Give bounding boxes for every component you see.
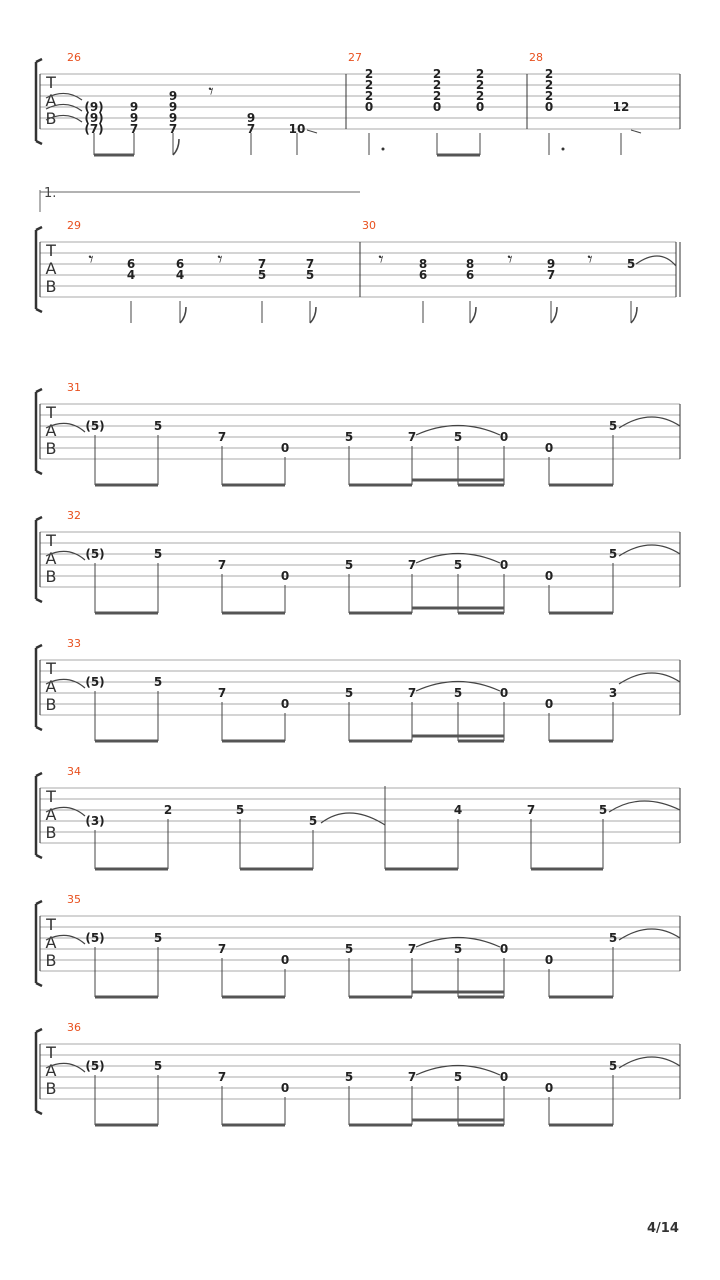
system-bracket <box>36 1029 42 1114</box>
fret-number: 5 <box>344 1070 354 1084</box>
fret-number: 5 <box>608 931 618 945</box>
system-bracket <box>36 773 42 858</box>
tab-clef-letter: B <box>45 567 57 586</box>
fret-number: 4 <box>175 268 185 282</box>
tab-clef-letter: B <box>45 1079 57 1098</box>
measure-number: 27 <box>348 51 362 64</box>
tab-clef-letter: T <box>46 787 56 806</box>
fret-number: 9 <box>129 100 139 114</box>
fret-number: 7 <box>217 558 227 572</box>
volta-label: 1. <box>44 186 57 201</box>
fret-number: 0 <box>280 953 290 967</box>
fret-number: 5 <box>153 547 163 561</box>
tie <box>321 813 385 825</box>
fret-number: 7 <box>217 942 227 956</box>
note-flag <box>631 307 637 323</box>
fret-number: 6 <box>126 257 136 271</box>
fret-number: 2 <box>364 89 374 103</box>
measure-number: 34 <box>67 765 81 778</box>
fret-number: 7 <box>546 268 556 282</box>
fret-number: 2 <box>475 89 485 103</box>
fret-number: 7 <box>129 122 139 136</box>
fret-number: (5) <box>85 675 105 689</box>
measure-number: 30 <box>362 219 376 232</box>
tab-clef-letter: A <box>45 805 57 824</box>
measure-number: 28 <box>529 51 543 64</box>
fret-number: 5 <box>608 1059 618 1073</box>
fret-number: 5 <box>453 1070 463 1084</box>
fret-number: 5 <box>453 686 463 700</box>
fret-number: 0 <box>280 1081 290 1095</box>
fret-number: 0 <box>280 569 290 583</box>
eighth-rest: 𝄾 <box>507 247 513 271</box>
fret-number: 0 <box>280 441 290 455</box>
fret-number: 5 <box>153 1059 163 1073</box>
fret-number: 2 <box>364 67 374 81</box>
tab-clef-letter: B <box>45 823 57 842</box>
eighth-rest: 𝄾 <box>378 247 384 271</box>
fret-number: 7 <box>217 1070 227 1084</box>
measure-number: 31 <box>67 381 81 394</box>
fret-number: 7 <box>217 430 227 444</box>
fret-number: 5 <box>153 931 163 945</box>
fret-number: 2 <box>544 78 554 92</box>
fret-number: 7 <box>217 686 227 700</box>
tab-clef-letter: A <box>45 91 57 110</box>
fret-number: 2 <box>475 78 485 92</box>
fret-number: 6 <box>465 268 475 282</box>
fret-number: 12 <box>612 100 630 114</box>
tab-clef-letter: A <box>45 259 57 278</box>
fret-number: 7 <box>407 942 417 956</box>
fret-number: 2 <box>364 78 374 92</box>
fret-number: 4 <box>126 268 136 282</box>
fret-number: 8 <box>418 257 428 271</box>
system-bracket <box>36 645 42 730</box>
fret-number: 9 <box>168 111 178 125</box>
fret-number: 0 <box>499 686 509 700</box>
fret-number: 0 <box>280 697 290 711</box>
fret-number: 2 <box>163 803 173 817</box>
fret-number: 5 <box>344 558 354 572</box>
tab-clef-letter: T <box>46 403 56 422</box>
fret-number: 5 <box>453 430 463 444</box>
tab-clef-letter: A <box>45 933 57 952</box>
tab-clef-letter: T <box>46 1043 56 1062</box>
note-flag <box>551 307 557 323</box>
fret-number: 2 <box>475 67 485 81</box>
measure-number: 33 <box>67 637 81 650</box>
fret-number: 5 <box>626 257 636 271</box>
fret-number: 7 <box>246 122 256 136</box>
measure-number: 36 <box>67 1021 81 1034</box>
fret-number: (7) <box>84 122 104 136</box>
fret-number: 7 <box>407 430 417 444</box>
fret-number: (3) <box>85 814 105 828</box>
fret-number: 0 <box>544 1081 554 1095</box>
fret-number: 0 <box>499 942 509 956</box>
fret-number: (5) <box>85 419 105 433</box>
fret-number: 0 <box>544 441 554 455</box>
fret-number: 5 <box>608 419 618 433</box>
fret-number: 5 <box>257 268 267 282</box>
fret-number: 5 <box>305 268 315 282</box>
fret-number: 9 <box>546 257 556 271</box>
fret-number: (9) <box>84 100 104 114</box>
tab-clef-letter: T <box>46 241 56 260</box>
fret-number: 7 <box>407 686 417 700</box>
fret-number: 9 <box>168 100 178 114</box>
fret-number: 6 <box>175 257 185 271</box>
fret-number: 2 <box>432 67 442 81</box>
system-bracket <box>36 389 42 474</box>
fret-number: 10 <box>288 122 306 136</box>
tab-clef-letter: T <box>46 73 56 92</box>
system-bracket <box>36 59 42 144</box>
eighth-rest: 𝄾 <box>88 247 94 271</box>
tab-clef-letter: B <box>45 109 57 128</box>
augmentation-dot <box>382 148 385 151</box>
fret-number: 4 <box>453 803 463 817</box>
page-number: 4/14 <box>647 1221 679 1236</box>
measure-number: 26 <box>67 51 81 64</box>
fret-number: 5 <box>344 942 354 956</box>
fret-number: 9 <box>246 111 256 125</box>
tab-clef-letter: A <box>45 549 57 568</box>
system-bracket <box>36 517 42 602</box>
fret-number: 7 <box>168 122 178 136</box>
tab-clef-letter: T <box>46 915 56 934</box>
fret-number: (5) <box>85 931 105 945</box>
fret-number: 8 <box>465 257 475 271</box>
fret-number: 0 <box>544 697 554 711</box>
fret-number: 0 <box>364 100 374 114</box>
fret-number: 7 <box>305 257 315 271</box>
fret-number: 7 <box>407 1070 417 1084</box>
fret-number: 0 <box>544 100 554 114</box>
tab-clef-letter: A <box>45 1061 57 1080</box>
tab-clef-letter: B <box>45 439 57 458</box>
fret-number: (5) <box>85 547 105 561</box>
fret-number: 5 <box>453 558 463 572</box>
fret-number: 5 <box>608 547 618 561</box>
fret-number: 5 <box>453 942 463 956</box>
measure-number: 29 <box>67 219 81 232</box>
fret-number: 7 <box>407 558 417 572</box>
note-flag <box>310 307 316 323</box>
fret-number: 9 <box>129 111 139 125</box>
fret-number: 7 <box>257 257 267 271</box>
slide <box>307 130 317 133</box>
tab-clef-letter: A <box>45 421 57 440</box>
system-bracket <box>36 227 42 312</box>
fret-number: 2 <box>544 67 554 81</box>
fret-number: 2 <box>432 78 442 92</box>
fret-number: 5 <box>344 686 354 700</box>
fret-number: 0 <box>544 569 554 583</box>
eighth-rest: 𝄾 <box>217 247 223 271</box>
fret-number: 5 <box>153 419 163 433</box>
fret-number: (9) <box>84 111 104 125</box>
fret-number: 0 <box>475 100 485 114</box>
tab-clef-letter: B <box>45 695 57 714</box>
fret-number: 0 <box>499 1070 509 1084</box>
fret-number: 0 <box>499 430 509 444</box>
fret-number: 5 <box>235 803 245 817</box>
fret-number: 9 <box>168 89 178 103</box>
fret-number: 6 <box>418 268 428 282</box>
measure-number: 35 <box>67 893 81 906</box>
fret-number: 2 <box>432 89 442 103</box>
note-flag <box>470 307 476 323</box>
fret-number: 5 <box>153 675 163 689</box>
augmentation-dot <box>562 148 565 151</box>
tab-clef-letter: T <box>46 531 56 550</box>
measure-number: 32 <box>67 509 81 522</box>
note-flag <box>180 307 186 323</box>
fret-number: 3 <box>608 686 618 700</box>
tab-clef-letter: B <box>45 951 57 970</box>
slide <box>631 130 641 133</box>
fret-number: 5 <box>598 803 608 817</box>
eighth-rest: 𝄾 <box>208 79 214 103</box>
fret-number: (5) <box>85 1059 105 1073</box>
fret-number: 0 <box>544 953 554 967</box>
tab-clef-letter: T <box>46 659 56 678</box>
fret-number: 5 <box>344 430 354 444</box>
eighth-rest: 𝄾 <box>587 247 593 271</box>
fret-number: 5 <box>308 814 318 828</box>
fret-number: 0 <box>499 558 509 572</box>
tab-clef-letter: B <box>45 277 57 296</box>
tab-clef-letter: A <box>45 677 57 696</box>
fret-number: 7 <box>526 803 536 817</box>
system-bracket <box>36 901 42 986</box>
fret-number: 0 <box>432 100 442 114</box>
fret-number: 2 <box>544 89 554 103</box>
note-flag <box>173 139 179 155</box>
